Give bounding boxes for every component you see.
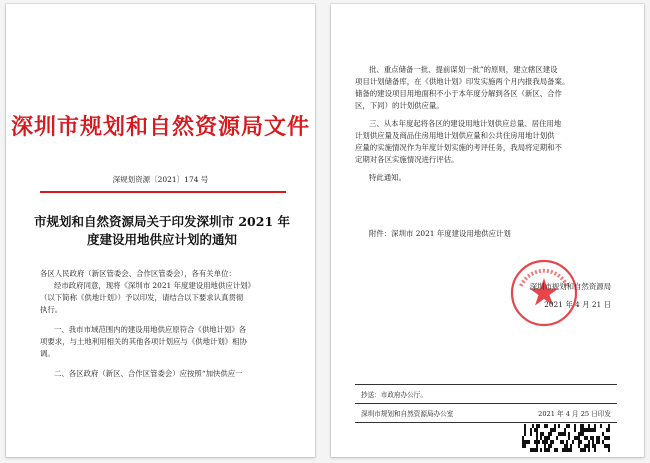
closing-text: 特此通知。 — [369, 173, 406, 182]
notice-title — [34, 213, 290, 249]
footer-issue-date: 2021 年 4 月 25 日印发 — [538, 410, 611, 418]
para-a-line-4: 区，下同）的计划供应量。 — [355, 101, 444, 110]
para-1-line-3: 执行。 — [40, 305, 63, 314]
footer-cc-row — [355, 385, 617, 403]
para-a-line-1: 批、重点储备一批、提前谋划一批”的原则，建立辖区建设 — [369, 65, 558, 74]
para-2-line-3: 调。 — [40, 349, 55, 358]
document-footer — [355, 384, 617, 423]
para-a-line-3: 储备的建设项目用地面积不小于本年度分解到各区（新区、合作 — [355, 89, 562, 98]
para-1-line-2: （以下简称《供地计划》）予以印发，请结合以下要求认真贯彻 — [40, 293, 244, 302]
salutation: 各区人民政府（新区管委会、合作区管委会），各有关单位： — [40, 269, 236, 278]
para-2-line-1: 一、我市市域范围内的建设用地供应原符合《供地计划》各 — [54, 325, 247, 334]
notice-title-line-2: 度建设用地供应计划的通知 — [86, 232, 237, 247]
signoff-date: 2021 年 4 月 21 日 — [544, 300, 611, 309]
para-1-line-1: 经市政府同意，现将《深圳市 2021 年度建设用地供应计划》 — [54, 281, 255, 290]
document-number: 深规划资源〔2021〕174 号 — [112, 175, 209, 184]
signoff-block — [501, 278, 611, 314]
signoff-organization: 深圳市规划和自然资源局 — [529, 282, 611, 291]
barcode-icon — [522, 423, 610, 453]
footer-issue-row — [355, 404, 617, 422]
footer-cc: 抄送：市政府办公厅。 — [361, 391, 427, 399]
para-b-line-3: 应量的实施情况作为年度计划实施的考评任务，我局将定期和不 — [355, 143, 562, 152]
document-page-1 — [6, 4, 315, 457]
document-header-title: 深圳市规划和自然资源局文件 — [10, 114, 310, 140]
attachment-line: 附件：深圳市 2021 年度建设用地供应计划 — [369, 229, 511, 238]
footer-office: 深圳市规划和自然资源局办公室 — [361, 410, 454, 418]
para-b-line-2: 计划供应量及商品住房用地计划供应量和公共住房用地计划供 — [355, 131, 555, 140]
document-page-2 — [331, 4, 644, 457]
para-a-line-2: 项目计划储备库，在《供地计划》印发实施两个月内报我局备案。 — [355, 77, 570, 86]
notice-title-line-1: 市规划和自然资源局关于印发深圳市 2021 年 — [34, 214, 290, 229]
red-divider-line — [40, 191, 286, 193]
para-b-line-4: 定期对各区实施情况进行评估。 — [355, 155, 459, 164]
right-body-text — [355, 64, 625, 184]
para-3-line-1: 二、各区政府（新区、合作区管委会）应按照“加快供应一 — [54, 369, 243, 378]
para-b-line-1: 三、从本年度起将各区的建设用地计划供应总量、居住用地 — [369, 119, 562, 128]
left-body-text — [40, 268, 290, 380]
para-2-line-2: 项要求，与土地利用相关的其他各项计划应与《供地计划》相协 — [40, 337, 247, 346]
